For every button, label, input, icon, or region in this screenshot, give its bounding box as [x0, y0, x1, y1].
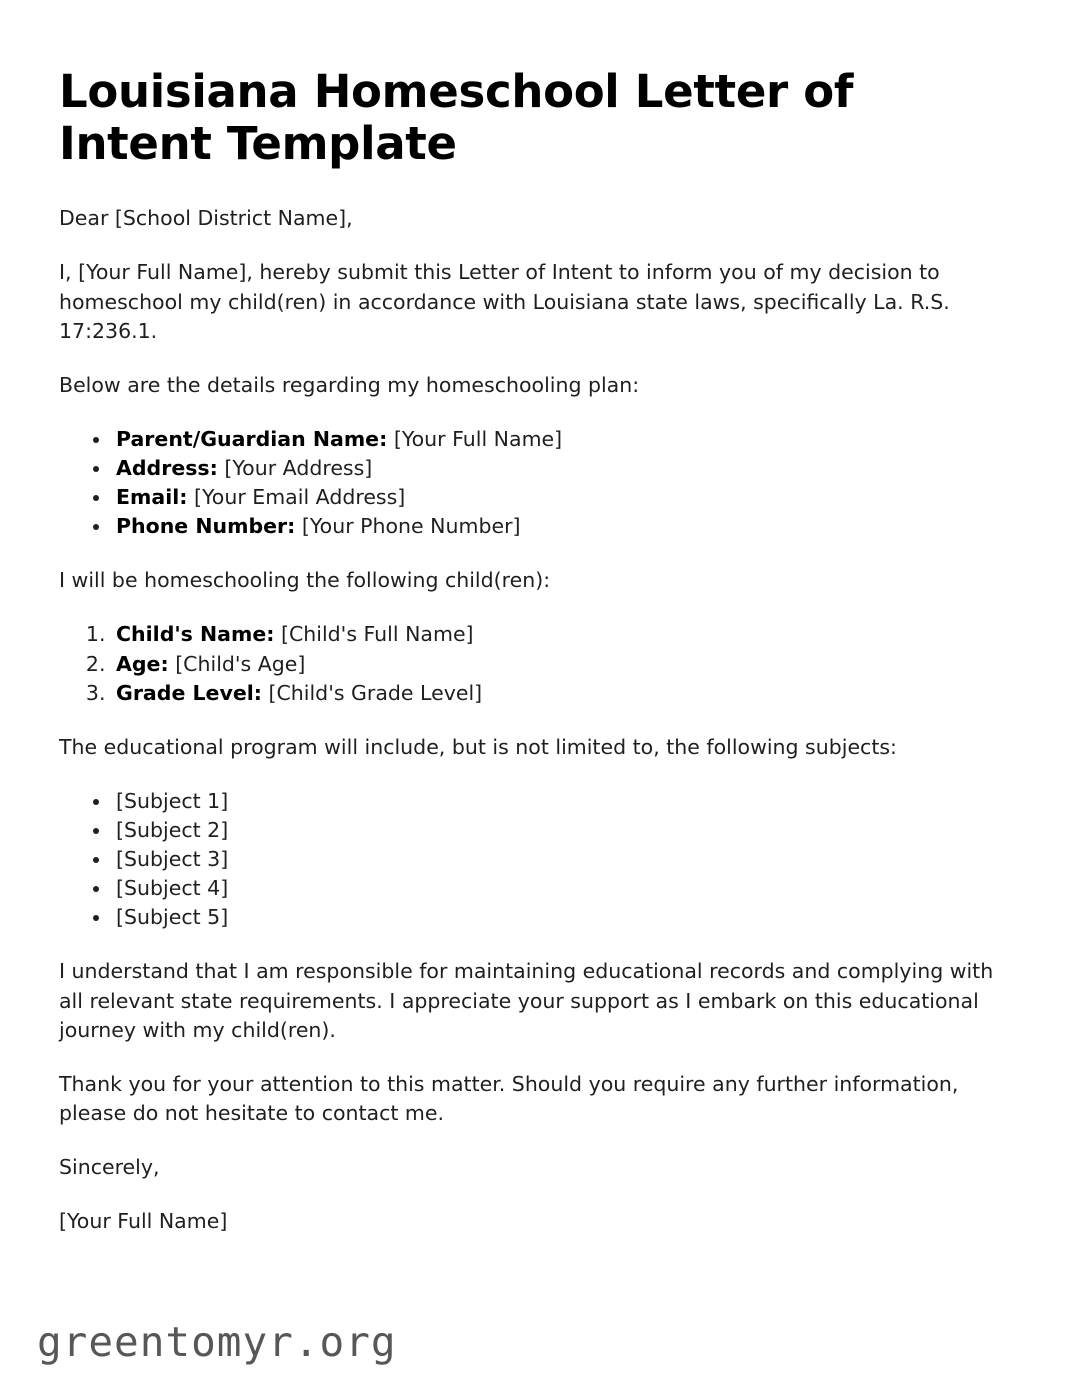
list-item: • [Subject 5] — [112, 903, 1017, 932]
closing-paragraph: Thank you for your attention to this matter. Should you require any further information, please do not hesitate to contact me. — [59, 1071, 959, 1125]
detail-label: Email: — [116, 485, 188, 510]
list-item — [112, 679, 1017, 708]
detail-value: [Your Full Name] — [393, 426, 563, 451]
child-label: Age: — [116, 651, 169, 676]
child-value: [Child's Full Name] — [280, 622, 474, 647]
detail-label: Phone Number: — [116, 514, 296, 539]
child-label: Grade Level: — [116, 680, 262, 705]
list-item — [112, 454, 1017, 483]
children-lead-paragraph: I will be homeschooling the following child(ren): — [59, 568, 551, 593]
detail-label: Address: — [116, 456, 218, 481]
detail-value: [Your Address] — [224, 456, 373, 481]
child-value: [Child's Grade Level] — [268, 680, 483, 705]
subjects-lead-paragraph: The educational program will include, but is not limited to, the following subjects: — [59, 734, 897, 759]
list-item: • [Subject 1] — [112, 787, 1017, 816]
page-title: Louisiana Homeschool Letter of Intent Template — [59, 65, 854, 171]
list-item — [112, 425, 1017, 454]
parent-details-list — [59, 425, 1017, 541]
detail-value: [Your Email Address] — [193, 485, 406, 510]
list-item: • [Subject 2] — [112, 816, 1017, 845]
children-details-list — [59, 620, 1017, 707]
signature-name: [Your Full Name] — [59, 1209, 228, 1234]
list-item — [112, 512, 1017, 541]
salutation-paragraph: Dear [School District Name], — [59, 206, 353, 231]
child-label: Child's Name: — [116, 622, 275, 647]
list-item — [112, 650, 1017, 679]
list-item: • [Subject 3] — [112, 845, 1017, 874]
signoff-paragraph: Sincerely, — [59, 1155, 160, 1179]
document-body — [59, 66, 1017, 1261]
site-watermark: greentomyr.org — [37, 1318, 397, 1366]
detail-label: Parent/Guardian Name: — [116, 426, 388, 451]
detail-value: [Your Phone Number] — [301, 514, 521, 539]
intro-paragraph: I, [Your Full Name], hereby submit this Letter of Intent to inform you of my decision to homeschool my child(ren) in accordance with Louisiana state laws, specifically La. R.S. 17:236.1. — [59, 260, 950, 343]
list-item — [112, 620, 1017, 649]
responsibility-paragraph: I understand that I am responsible for maintaining educational records and complying with all relevant state requirements. I appreciate your support as I embark on this educational journey with my child(ren). — [59, 959, 994, 1042]
details-lead-paragraph: Below are the details regarding my homeschooling plan: — [59, 372, 640, 397]
list-item: • [Subject 4] — [112, 874, 1017, 903]
subjects-list — [59, 787, 1017, 933]
list-item — [112, 483, 1017, 512]
child-value: [Child's Age] — [175, 651, 306, 676]
